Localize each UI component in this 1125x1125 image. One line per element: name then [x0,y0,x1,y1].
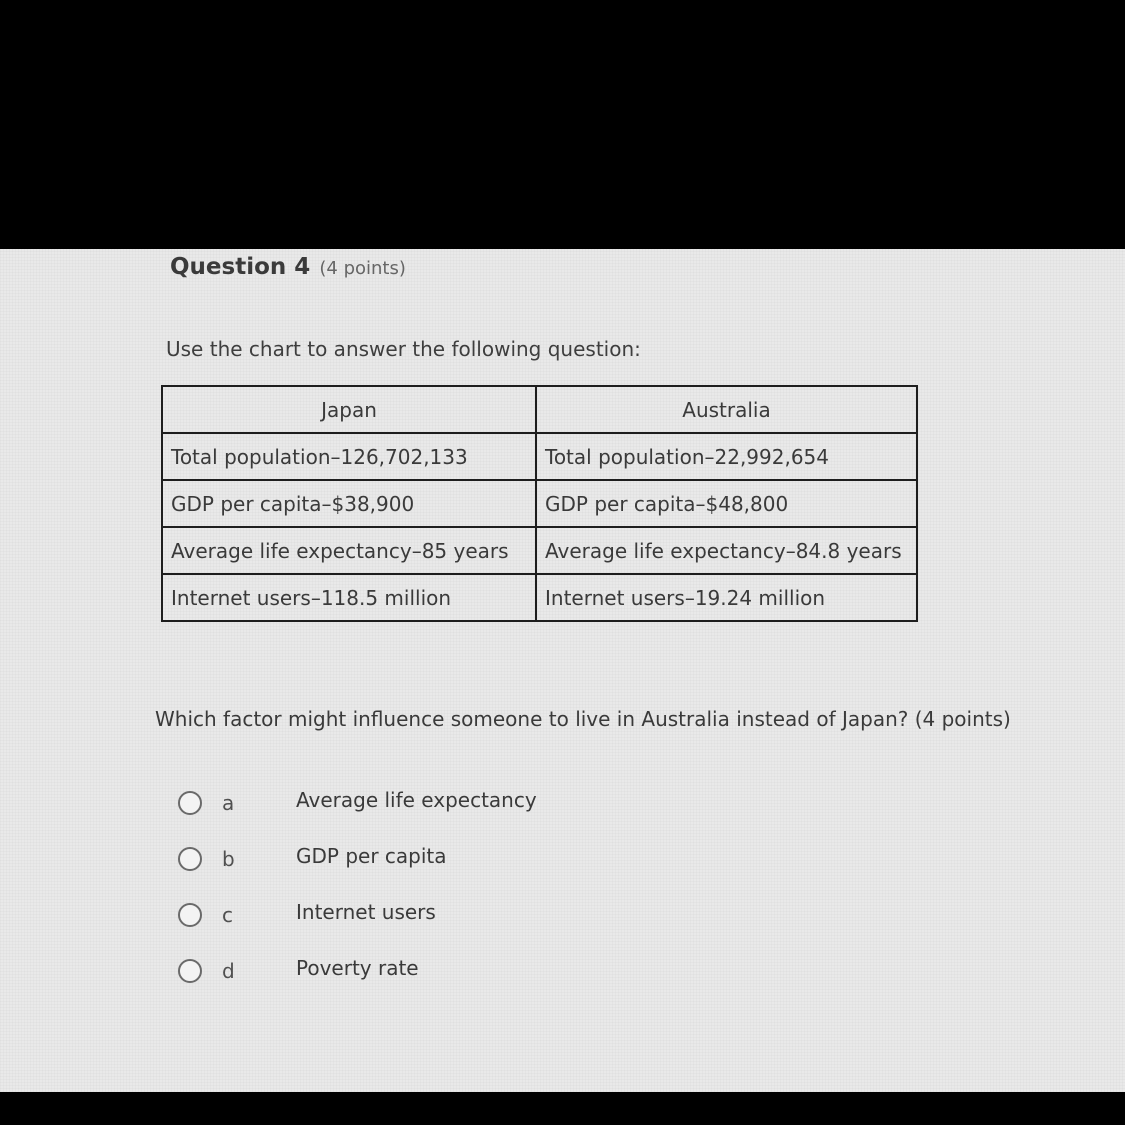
answer-options [178,779,638,1003]
option-b[interactable] [178,835,638,891]
option-label: Internet users [296,900,436,924]
table-cell: Internet users–118.5 million [162,574,536,621]
question-heading [170,254,406,280]
table-cell: Total population–22,992,654 [536,433,917,480]
question-prompt: Which factor might influence someone to live in Australia instead of Japan? (4 points) [155,707,1011,731]
option-label: Average life expectancy [296,788,537,812]
option-letter: b [222,847,235,871]
question-points: (4 points) [319,258,406,279]
table-row [162,433,917,480]
option-letter: a [222,791,235,815]
table-header-row [162,386,917,433]
quiz-screen [0,249,1125,1092]
question-title: Question 4 [170,254,311,280]
option-d[interactable] [178,947,638,1003]
table-row [162,574,917,621]
table-cell: Average life expectancy–85 years [162,527,536,574]
table-cell: Total population–126,702,133 [162,433,536,480]
option-a[interactable] [178,779,638,835]
table-cell: Internet users–19.24 million [536,574,917,621]
option-c[interactable] [178,891,638,947]
table-row [162,480,917,527]
option-letter: c [222,903,233,927]
table-row [162,527,917,574]
header-japan: Japan [162,386,536,433]
radio-button-d[interactable] [178,959,202,983]
radio-button-b[interactable] [178,847,202,871]
header-australia: Australia [536,386,917,433]
radio-button-c[interactable] [178,903,202,927]
table-cell: Average life expectancy–84.8 years [536,527,917,574]
option-label: GDP per capita [296,844,447,868]
table-cell: GDP per capita–$48,800 [536,480,917,527]
option-label: Poverty rate [296,956,419,980]
radio-button-a[interactable] [178,791,202,815]
comparison-table [161,385,918,622]
table-cell: GDP per capita–$38,900 [162,480,536,527]
instruction-text: Use the chart to answer the following question: [166,337,641,361]
option-letter: d [222,959,235,983]
